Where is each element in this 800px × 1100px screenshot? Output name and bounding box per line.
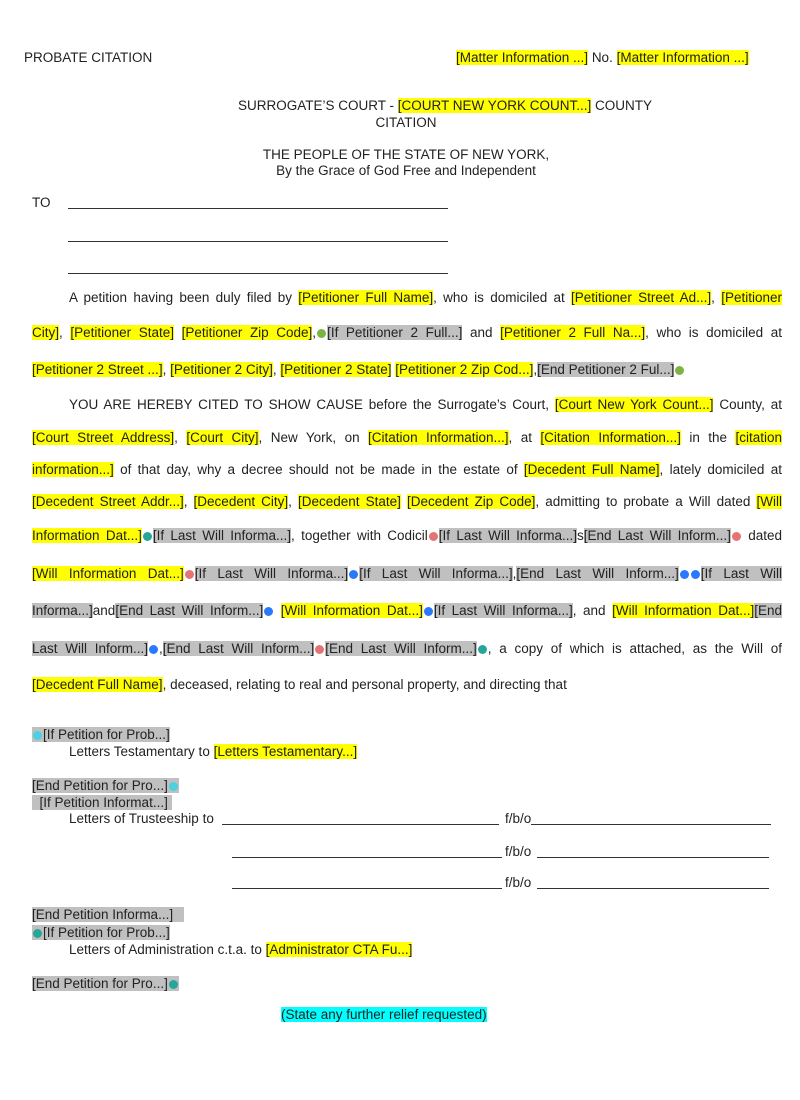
will-info-field-1a[interactable]: [Will: [756, 494, 782, 509]
people-heading: THE PEOPLE OF THE STATE OF NEW YORK,: [262, 147, 550, 162]
petitioner-city-field-b[interactable]: City]: [32, 325, 59, 340]
number-label: No.: [591, 50, 613, 65]
petition-line-1: [69, 290, 782, 305]
if-petition-prob-line-1: [32, 727, 170, 742]
cited-text: , admitting to probate a Will dated: [535, 494, 751, 509]
if-last-will-field-6[interactable]: [If Last Will Informa...]: [433, 603, 573, 618]
if-petitioner-2-field[interactable]: [If Petitioner 2 Full...]: [327, 325, 463, 340]
blue-marker-icon: [264, 607, 273, 616]
will-info-field-2[interactable]: [Will Information Dat...]: [32, 566, 184, 581]
cyan-marker-icon: [33, 731, 42, 740]
recipient-line-2[interactable]: [68, 241, 448, 242]
red-marker-icon: [315, 645, 324, 654]
letters-trusteeship-label: Letters of Trusteeship to: [69, 811, 214, 826]
trustee-line-3[interactable]: [232, 888, 502, 889]
end-last-will-field-4a[interactable]: [End: [754, 603, 782, 618]
end-last-will-field-6[interactable]: [End Last Will Inform...]: [325, 641, 477, 656]
petitioner-street-field[interactable]: [Petitioner Street Ad...]: [571, 290, 712, 305]
end-last-will-field-2[interactable]: [End Last Will Inform...]: [516, 566, 679, 581]
recipient-line-1[interactable]: [68, 208, 448, 209]
if-petition-prob-text: [If Petition for Prob...]: [43, 925, 170, 940]
cited-line-9: [32, 677, 782, 692]
end-last-will-field-4b[interactable]: Last Will Inform...]: [32, 641, 148, 656]
end-petition-informa-text: [End Petition Informa...]: [32, 907, 174, 922]
grace-heading: By the Grace of God Free and Independent: [276, 163, 536, 178]
cited-line-8: Last Will Inform...] ,[End Last Will Inform...] [End Last Will Inform...] , a copy of which is attached, as the Will of: [32, 641, 782, 656]
fbo-label-3: f/b/o: [505, 875, 532, 890]
end-petition-pro-field-2[interactable]: [32, 976, 179, 991]
cited-line-4: [Decedent Street Addr...], [Decedent City], [Decedent State] [Decedent Zip Code], admitting to probate a Will dated [Will: [32, 494, 782, 509]
letters-testamentary-label: Letters Testamentary to: [69, 744, 210, 759]
cited-line-3: [32, 462, 782, 477]
fbo-line-1[interactable]: [531, 824, 771, 825]
petitioner-2-zip-field[interactable]: [Petitioner 2 Zip Cod...]: [395, 362, 534, 377]
cited-text: , lately domiciled at: [659, 462, 782, 477]
teal-marker-icon: [169, 980, 178, 989]
end-petition-informa-field[interactable]: [32, 907, 184, 922]
matter-info-field-2[interactable]: [Matter Information ...]: [616, 50, 749, 65]
cyan-marker-icon: [169, 782, 178, 791]
court-county-field[interactable]: [COURT NEW YORK COUNT...]: [397, 98, 592, 113]
decedent-state-field[interactable]: [Decedent State]: [297, 494, 401, 509]
will-info-field-1b[interactable]: Information Dat...]: [32, 528, 142, 543]
decedent-street-field[interactable]: [Decedent Street Addr...]: [32, 494, 184, 509]
cited-line-1: [69, 397, 782, 412]
blue-marker-icon: [691, 570, 700, 579]
court-title-line: [0, 98, 800, 113]
cited-text: , together with Codicil: [291, 528, 428, 543]
citation-info-field-3b[interactable]: information...]: [32, 462, 114, 477]
cited-text: , deceased, relating to real and personal property, and directing that: [162, 677, 567, 692]
fbo-label-1: f/b/o: [505, 811, 532, 826]
end-petition-informa-line: [32, 907, 184, 922]
decedent-full-name-field[interactable]: [Decedent Full Name]: [523, 462, 660, 477]
court-county-field-2[interactable]: [Court New York Count...]: [554, 397, 714, 412]
if-petition-informat-field[interactable]: [32, 795, 172, 810]
recipient-line-3[interactable]: [68, 273, 448, 274]
petition-text: ,: [711, 290, 715, 305]
fbo-line-3[interactable]: [537, 888, 769, 889]
if-last-will-field-5b[interactable]: Informa...]: [32, 603, 93, 618]
will-info-field-4[interactable]: [Will Information Dat...]: [612, 603, 755, 618]
if-petition-prob-field-1[interactable]: [32, 727, 170, 742]
letters-administration-label: Letters of Administration c.t.a. to: [69, 942, 262, 957]
green-marker-icon: [317, 329, 326, 338]
cited-text: and: [92, 603, 116, 618]
if-last-will-field-5a[interactable]: [If Last Will: [700, 566, 783, 581]
if-last-will-field-4[interactable]: [If Last Will Informa...]: [359, 566, 513, 581]
cited-text: in the: [689, 430, 728, 445]
decedent-city-field[interactable]: [Decedent City]: [193, 494, 289, 509]
end-petition-pro-field-1[interactable]: [32, 778, 179, 793]
petitioner-2-street-field[interactable]: [Petitioner 2 Street ...]: [32, 362, 163, 377]
decedent-full-name-field-2[interactable]: [Decedent Full Name]: [32, 677, 163, 692]
trustee-line-1[interactable]: [222, 824, 499, 825]
if-petition-informat-line: [32, 795, 172, 810]
blue-marker-icon: [149, 645, 158, 654]
cited-text: of that day, why a decree should not be made in the estate of: [120, 462, 518, 477]
blue-marker-icon: [424, 607, 433, 616]
petition-text: and: [469, 325, 493, 340]
red-marker-icon: [732, 532, 741, 541]
court-street-field[interactable]: [Court Street Address]: [32, 430, 175, 445]
cited-text: YOU ARE HEREBY CITED TO SHOW CAUSE before the Surrogate’s Court,: [69, 397, 549, 412]
end-last-will-field-1[interactable]: [End Last Will Inform...]: [583, 528, 731, 543]
if-last-will-field-3[interactable]: [If Last Will Informa...]: [194, 566, 349, 581]
end-petitioner-2-field[interactable]: [End Petitioner 2 Ful...]: [537, 362, 675, 377]
teal-marker-icon: [143, 532, 152, 541]
trustee-line-2[interactable]: [232, 857, 502, 858]
end-petition-pro-text: [End Petition for Pro...]: [32, 976, 168, 991]
cited-text: County, at: [719, 397, 782, 412]
petition-text: , who is domiciled at: [645, 325, 782, 340]
teal-marker-icon: [478, 645, 487, 654]
cited-text: ,: [512, 566, 517, 581]
if-petition-informat-text: [If Petition Informat...]: [39, 795, 168, 810]
citation-info-field-1[interactable]: [Citation Information...]: [368, 430, 509, 445]
end-petition-pro-line-2: [32, 976, 179, 991]
letters-testamentary-line: [69, 744, 357, 759]
end-petition-pro-text: [End Petition for Pro...]: [32, 778, 168, 793]
if-petition-prob-line-2: [32, 925, 170, 940]
petitioner-zip-field[interactable]: [Petitioner Zip Code]: [181, 325, 313, 340]
to-label: TO: [32, 195, 51, 210]
fbo-line-2[interactable]: [537, 857, 769, 858]
further-relief-field[interactable]: (State any further relief requested): [281, 1007, 487, 1022]
surrogates-court-label: SURROGATE’S COURT -: [237, 98, 394, 113]
petition-line-3: [Petitioner 2 Street ...], [Petitioner 2 City], [Petitioner 2 State] [Petitioner 2 Zip Cod...],[End Petitioner 2 Ful...]: [32, 362, 782, 377]
will-info-field-3[interactable]: [Will Information Dat...]: [280, 603, 423, 618]
cited-line-7: [32, 603, 782, 618]
probate-citation-label: PROBATE CITATION: [24, 50, 153, 65]
teal-marker-icon: [33, 929, 42, 938]
if-last-will-field-1[interactable]: [If Last Will Informa...]: [152, 528, 292, 543]
petitioner-city-field-a[interactable]: [Petitioner: [721, 290, 782, 305]
petitioner-2-state-field[interactable]: [Petitioner 2 State]: [280, 362, 392, 377]
petitioner-2-city-field[interactable]: [Petitioner 2 City]: [170, 362, 273, 377]
cited-text: , a copy of which is attached, as the Will of: [487, 641, 782, 656]
citation-info-field-2[interactable]: [Citation Information...]: [540, 430, 681, 445]
petitioner-2-name-field[interactable]: [Petitioner 2 Full Na...]: [500, 325, 646, 340]
petition-line-2: City], [Petitioner State] [Petitioner Zip Code], [If Petitioner 2 Full...] and [Petitioner 2 Full Na...], who is domiciled at: [32, 325, 782, 340]
county-label: COUNTY: [595, 98, 653, 113]
petitioner-state-field[interactable]: [Petitioner State]: [70, 325, 174, 340]
cited-text: dated: [748, 528, 783, 543]
cited-line-2: [Court Street Address], [Court City], New York, on [Citation Information...], at [Citation Information...] in the [citation: [32, 430, 782, 445]
letters-testamentary-field[interactable]: [Letters Testamentary...]: [213, 744, 358, 759]
red-marker-icon: [429, 532, 438, 541]
decedent-zip-field[interactable]: [Decedent Zip Code]: [406, 494, 536, 509]
end-last-will-field-3[interactable]: [End Last Will Inform...]: [115, 603, 264, 618]
cited-text: , and: [572, 603, 606, 618]
end-petition-pro-line-1: [32, 778, 179, 793]
letters-administration-line: [69, 942, 412, 957]
blue-marker-icon: [349, 570, 358, 579]
matter-number-line: [456, 50, 749, 65]
citation-info-field-3a[interactable]: [citation: [735, 430, 782, 445]
court-city-field[interactable]: [Court City]: [186, 430, 259, 445]
fbo-label-2: f/b/o: [505, 844, 532, 859]
petitioner-full-name-field[interactable]: [Petitioner Full Name]: [298, 290, 434, 305]
if-petition-prob-text: [If Petition for Prob...]: [43, 727, 170, 742]
blue-marker-icon: [680, 570, 689, 579]
cited-text: s: [576, 528, 584, 543]
cited-line-5: [32, 528, 782, 543]
petition-text: A petition having been duly filed by: [69, 290, 292, 305]
cited-line-6: [32, 566, 782, 581]
if-petition-prob-field-2[interactable]: [32, 925, 170, 940]
cited-text: , New York, on: [258, 430, 360, 445]
if-last-will-field-2[interactable]: [If Last Will Informa...]: [438, 528, 577, 543]
red-marker-icon: [185, 570, 194, 579]
green-marker-icon: [675, 366, 684, 375]
petition-text: , who is domiciled at: [433, 290, 565, 305]
administrator-cta-field[interactable]: [Administrator CTA Fu...]: [265, 942, 413, 957]
matter-info-field-1[interactable]: [Matter Information ...]: [456, 50, 589, 65]
cited-text: , at: [508, 430, 532, 445]
citation-heading: CITATION: [375, 115, 437, 130]
end-last-will-field-5[interactable]: [End Last Will Inform...]: [162, 641, 315, 656]
